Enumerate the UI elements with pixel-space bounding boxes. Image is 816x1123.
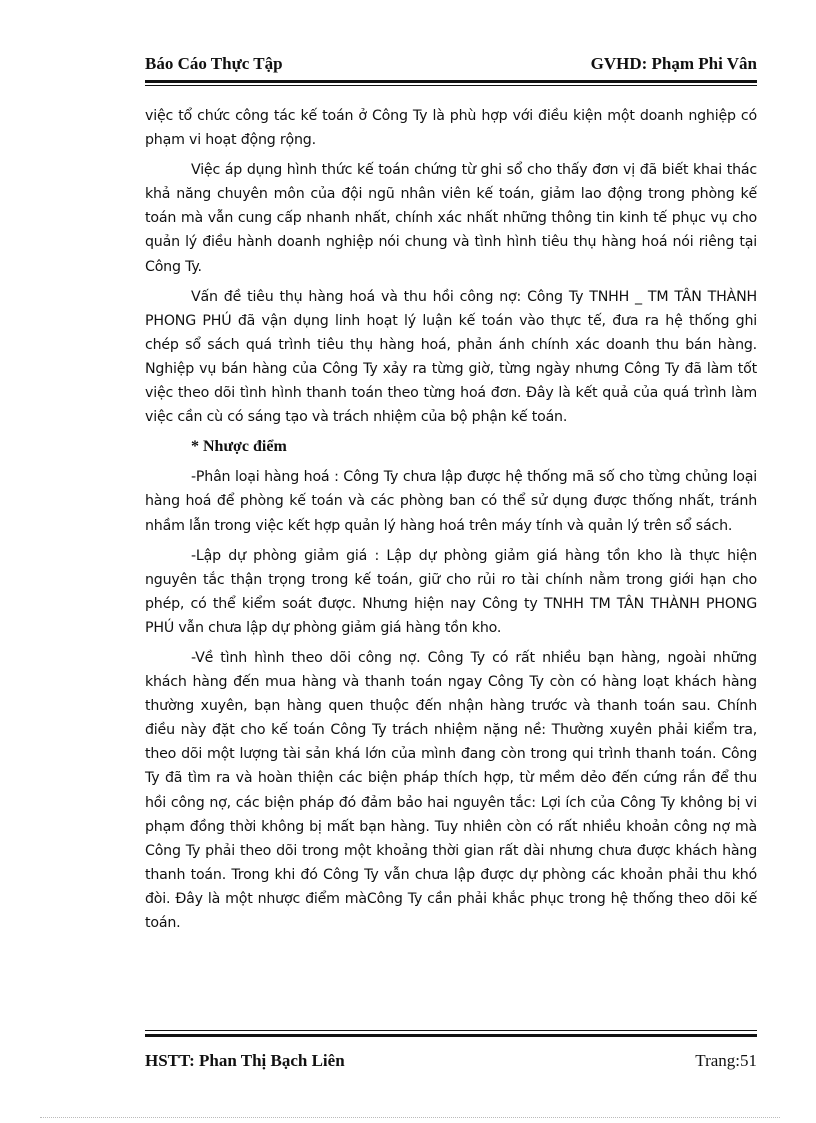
footer-rule-thick: [145, 1034, 757, 1037]
paragraph-price-reduction-provision: -Lập dự phòng giảm giá : Lập dự phòng giảm giá hàng tồn kho là thực hiện nguyên tắc thận trọng trong kế toán, giữ cho rủi ro tài chính nằm trong giới hạn cho phép, có thể kiểm soát được. Nhưng hiện nay Công ty TNHH TM TÂN THÀNH PHONG PHÚ vẫn chưa lập dự phòng giảm giá hàng tồn kho.: [145, 547, 757, 636]
paragraph-accounting-method: Việc áp dụng hình thức kế toán chứng từ ghi sổ cho thấy đơn vị đã biết khai thác khả năng chuyên môn của đội ngũ nhân viên kế toán, giảm lao động trong phòng kế toán mà vẫn cung cấp nhanh nhất, chính xác nhất những thông tin kinh tế phục vụ cho quản lý điều hành doanh nghiệp nói chung và tình hình tiêu thụ hàng hoá nói riêng tại Công Ty.: [145, 162, 757, 275]
body-text: [145, 104, 757, 941]
page-footer: [145, 1051, 757, 1071]
page-header: [145, 54, 757, 74]
section-heading-weaknesses: * Nhược điểm: [191, 438, 287, 456]
footer-rule-thin: [145, 1030, 757, 1031]
footer-page-number: Trang:51: [695, 1051, 757, 1070]
paragraph-debt-tracking: -Về tình hình theo dõi công nợ. Công Ty có rất nhiều bạn hàng, ngoài những khách hàng đến mua hàng và thanh toán ngay Công Ty còn có hàng loạt khách hàng thường xuyên, bạn hàng quen thuộc đến nhận hàng trước và thanh toán sau. Chính điều này đặt cho kế toán Công Ty trách nhiệm nặng nề: Thường xuyên phải kiểm tra, theo dõi một lượng tài sản khá lớn của mình đang còn trong qui trình thanh toán. Công Ty đã tìm ra và hoàn thiện các biện pháp thích hợp, từ mềm dẻo đến cứng rắn để thu hồi công nợ, các biện pháp đó đảm bảo hai nguyên tắc: Lợi ích của Công Ty không bị vi phạm đồng thời không bị mất bạn hàng. Tuy nhiên còn có rất nhiều khoản công nợ mà Công Ty phải theo dõi trong một khoảng thời gian rất dài nhưng chưa được khách hàng thanh toán. Trong khi đó Công Ty vẫn chưa lập được dự phòng các khoản phải thu khó đòi. Đây là một nhược điểm màCông Ty cần phải khắc phục trong hệ thống theo dõi kế toán.: [145, 649, 757, 931]
footer-student-name: HSTT: Phan Thị Bạch Liên: [145, 1051, 345, 1070]
paragraph-product-classification: -Phân loại hàng hoá : Công Ty chưa lập được hệ thống mã số cho từng chủng loại hàng hoá để phòng kế toán và các phòng ban có thể sử dụng được thống nhất, tránh nhầm lẫn trong việc kết hợp quản lý hàng hoá trên máy tính và quản lý trên sổ sách.: [145, 469, 757, 534]
paragraph-sales-and-debt: Vấn đề tiêu thụ hàng hoá và thu hồi công nợ: Công Ty TNHH _ TM TÂN THÀNH PHONG PHÚ đã vận dụng linh hoạt lý luận kế toán vào thực tế, đưa ra hệ thống ghi chép sổ sách quá trình tiêu thụ hàng hoá, phản ánh chính xác doanh thu bán hàng. Nghiệp vụ bán hàng của Công Ty xảy ra từng giờ, từng ngày nhưng Công Ty đã làm tốt việc theo dõi tình hình thanh toán theo từng hoá đơn. Đây là kết quả của quá trình làm việc cần cù có sáng tạo và trách nhiệm của bộ phận kế toán.: [145, 288, 757, 426]
header-rule-thin: [145, 85, 757, 86]
paragraph-continuation: việc tổ chức công tác kế toán ở Công Ty là phù hợp với điều kiện một doanh nghiệp có phạm vi hoạt động rộng.: [145, 108, 757, 149]
header-report-title: Báo Cáo Thực Tập: [145, 54, 283, 73]
page-bottom-dotted-line: [40, 1117, 780, 1118]
header-advisor: GVHD: Phạm Phi Vân: [590, 54, 757, 73]
header-rule-thick: [145, 80, 757, 83]
